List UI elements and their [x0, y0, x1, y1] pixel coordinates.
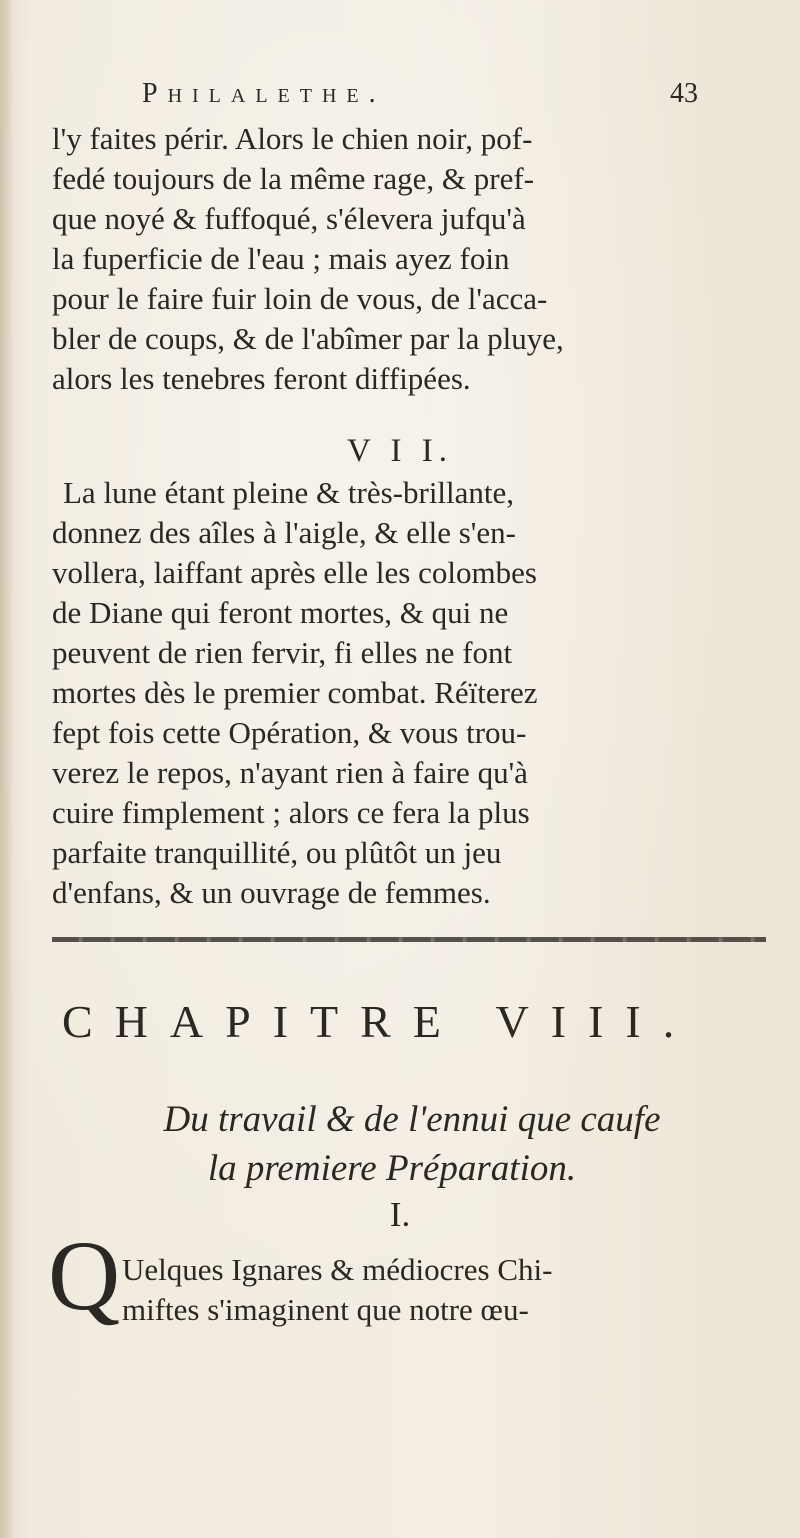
text-line: La lune étant pleine & très-brillante,: [63, 475, 515, 510]
text-line: fept fois cette Opération, & vous trou-: [52, 715, 527, 750]
text-line: donnez des aîles à l'aigle, & elle s'en-: [52, 515, 516, 550]
page-number: 43: [670, 78, 698, 109]
text-line: la fuperficie de l'eau ; mais ayez foin: [52, 241, 510, 276]
text-line: bler de coups, & de l'abîmer par la pluye,: [52, 321, 564, 356]
text-line: alors les tenebres feront diffipées.: [52, 361, 471, 396]
text-line: de Diane qui feront mortes, & qui ne: [52, 595, 509, 630]
paragraph-2: [52, 473, 757, 913]
text-line: fedé toujours de la même rage, & pref-: [52, 161, 535, 196]
text-line: miftes s'imaginent que notre œu-: [122, 1292, 529, 1327]
drop-cap: Q: [48, 1220, 121, 1331]
text-line: verez le repos, n'ayant rien à faire qu'à: [52, 755, 528, 790]
chapter-subtitle-line-2: la premiere Préparation.: [207, 1148, 577, 1189]
text-line: cuire fimplement ; alors ce fera la plus: [52, 795, 530, 830]
section-heading-i: I.: [389, 1195, 411, 1234]
text-line: que noyé & fuffoqué, s'élevera jufqu'à: [52, 201, 526, 236]
section-heading-vii: V I I.: [347, 433, 453, 469]
running-title: Philalethe.: [142, 78, 386, 109]
text-line: mortes dès le premier combat. Réïterez: [52, 675, 538, 710]
running-head: [118, 78, 698, 118]
paragraph-1: [52, 119, 757, 399]
text-line: Uelques Ignares & médiocres Chi-: [122, 1252, 553, 1287]
text-line: d'enfans, & un ouvrage de femmes.: [52, 875, 491, 910]
text-line: l'y faites périr. Alors le chien noir, pof-: [52, 121, 533, 156]
page-gutter-shadow: [0, 0, 14, 1538]
text-line: pour le faire fuir loin de vous, de l'acca-: [52, 281, 548, 316]
chapter-subtitle-line-1: Du travail & de l'ennui que caufe: [163, 1099, 661, 1140]
text-line: peuvent de rien fervir, fi elles ne font: [52, 635, 513, 670]
ornamental-rule: [52, 937, 766, 942]
text-line: parfaite tranquillité, ou plûtôt un jeu: [52, 835, 502, 870]
chapter-title: CHAPITRE VIII.: [62, 996, 697, 1047]
opening-paragraph: [122, 1250, 762, 1330]
text-line: vollera, laiffant après elle les colombes: [52, 555, 537, 590]
